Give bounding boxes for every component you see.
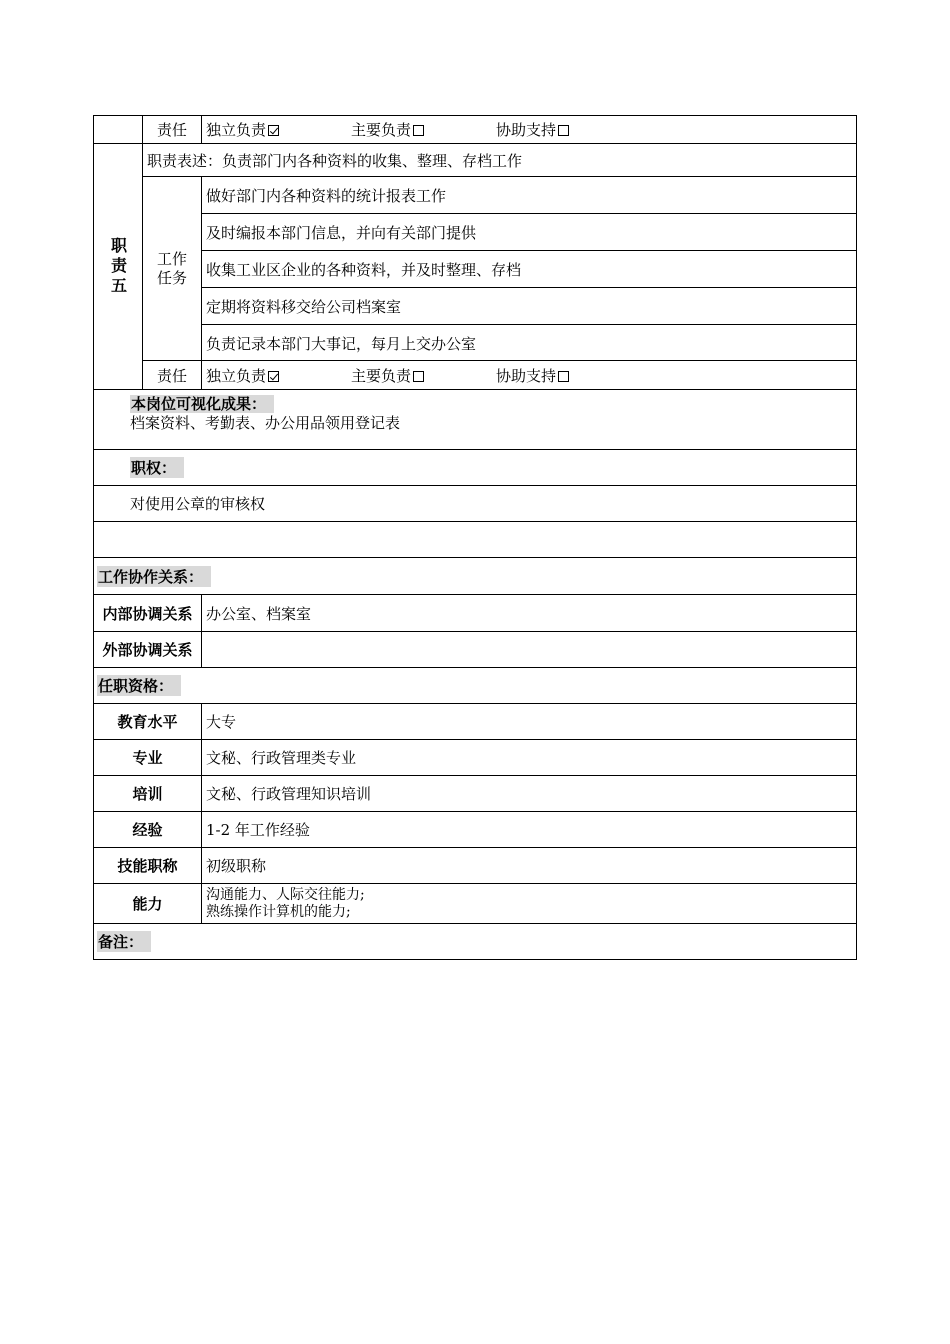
authority-content: 对使用公章的审核权 (130, 495, 266, 513)
qualification-label: 技能职称 (117, 857, 178, 875)
task-item: 及时编报本部门信息，并向有关部门提供 (202, 214, 856, 251)
external-cooperation-row (93, 632, 857, 668)
qualification-label: 经验 (132, 821, 163, 839)
checked-box-icon[interactable] (268, 125, 279, 136)
checkbox-icon[interactable] (558, 125, 569, 136)
top-responsibility-row (93, 115, 857, 144)
option-primary[interactable]: 主要负责 (351, 365, 424, 386)
external-cooperation-value (201, 632, 856, 667)
option-assist[interactable]: 协助支持 (496, 365, 569, 386)
option-primary[interactable]: 主要负责 (351, 119, 424, 140)
qualification-row (93, 812, 857, 848)
ability-row (93, 884, 857, 924)
task-label: 工作任务 (142, 177, 201, 360)
qualification-row (93, 704, 857, 740)
qualification-label: 培训 (132, 785, 163, 803)
qualification-value: 1-2 年工作经验 (201, 812, 856, 847)
qualification-value: 文秘、行政管理知识培训 (201, 776, 856, 811)
authority-content-row (93, 486, 857, 522)
qualifications-header-row (93, 668, 857, 704)
internal-cooperation-label: 内部协调关系 (102, 604, 193, 623)
cooperation-header-row (93, 558, 857, 595)
task-item: 负责记录本部门大事记，每月上交办公室 (206, 334, 477, 353)
task-item: 收集工业区企业的各种资料，并及时整理、存档 (202, 251, 856, 288)
responsibility-label: 责任 (142, 116, 201, 143)
qualification-value: 文秘、行政管理类专业 (201, 740, 856, 775)
responsibility-label: 责任 (142, 361, 201, 389)
qualification-value: 初级职称 (201, 848, 856, 883)
duty-description: 职责表述：负责部门内各种资料的收集、整理、存档工作 (142, 144, 856, 177)
qualification-label: 专业 (132, 749, 163, 767)
empty-side-cell (94, 116, 142, 143)
qualification-value: 大专 (201, 704, 856, 739)
visible-results-section (93, 390, 857, 450)
visible-results-title: 本岗位可视化成果： (130, 395, 274, 413)
responsibility-options (201, 116, 856, 143)
ability-value (201, 884, 856, 923)
internal-cooperation-value: 办公室、档案室 (201, 595, 856, 631)
authority-title: 职权： (130, 457, 184, 478)
duty-five-label: 职责五 (108, 236, 128, 297)
qualification-row (93, 740, 857, 776)
ability-line: 沟通能力、人际交往能力; (206, 886, 365, 903)
internal-cooperation-row (93, 595, 857, 632)
ability-line: 熟练操作计算机的能力; (206, 903, 351, 920)
visible-results-content: 档案资料、考勤表、办公用品领用登记表 (130, 414, 401, 432)
task-item: 定期将资料移交给公司档案室 (202, 288, 856, 325)
blank-row (93, 522, 857, 558)
duty-five-block (93, 144, 857, 390)
authority-header-row (93, 450, 857, 486)
qualification-row (93, 848, 857, 884)
qualifications-title: 任职资格： (97, 675, 181, 696)
checkbox-icon[interactable] (413, 371, 424, 382)
option-assist[interactable]: 协助支持 (496, 119, 569, 140)
checked-box-icon[interactable] (268, 371, 279, 382)
qualification-label: 教育水平 (117, 713, 178, 731)
option-independent[interactable]: 独立负责 (206, 119, 279, 140)
job-description-table (93, 115, 857, 960)
qualification-row (93, 776, 857, 812)
responsibility-options (201, 361, 856, 389)
remarks-title: 备注： (97, 931, 151, 952)
cooperation-title: 工作协作关系： (97, 566, 211, 587)
remarks-row (93, 924, 857, 960)
checkbox-icon[interactable] (558, 371, 569, 382)
checkbox-icon[interactable] (413, 125, 424, 136)
option-independent[interactable]: 独立负责 (206, 365, 279, 386)
task-item: 做好部门内各种资料的统计报表工作 (202, 177, 856, 214)
task-list (201, 177, 856, 360)
ability-label: 能力 (132, 895, 163, 913)
external-cooperation-label: 外部协调关系 (102, 641, 193, 659)
